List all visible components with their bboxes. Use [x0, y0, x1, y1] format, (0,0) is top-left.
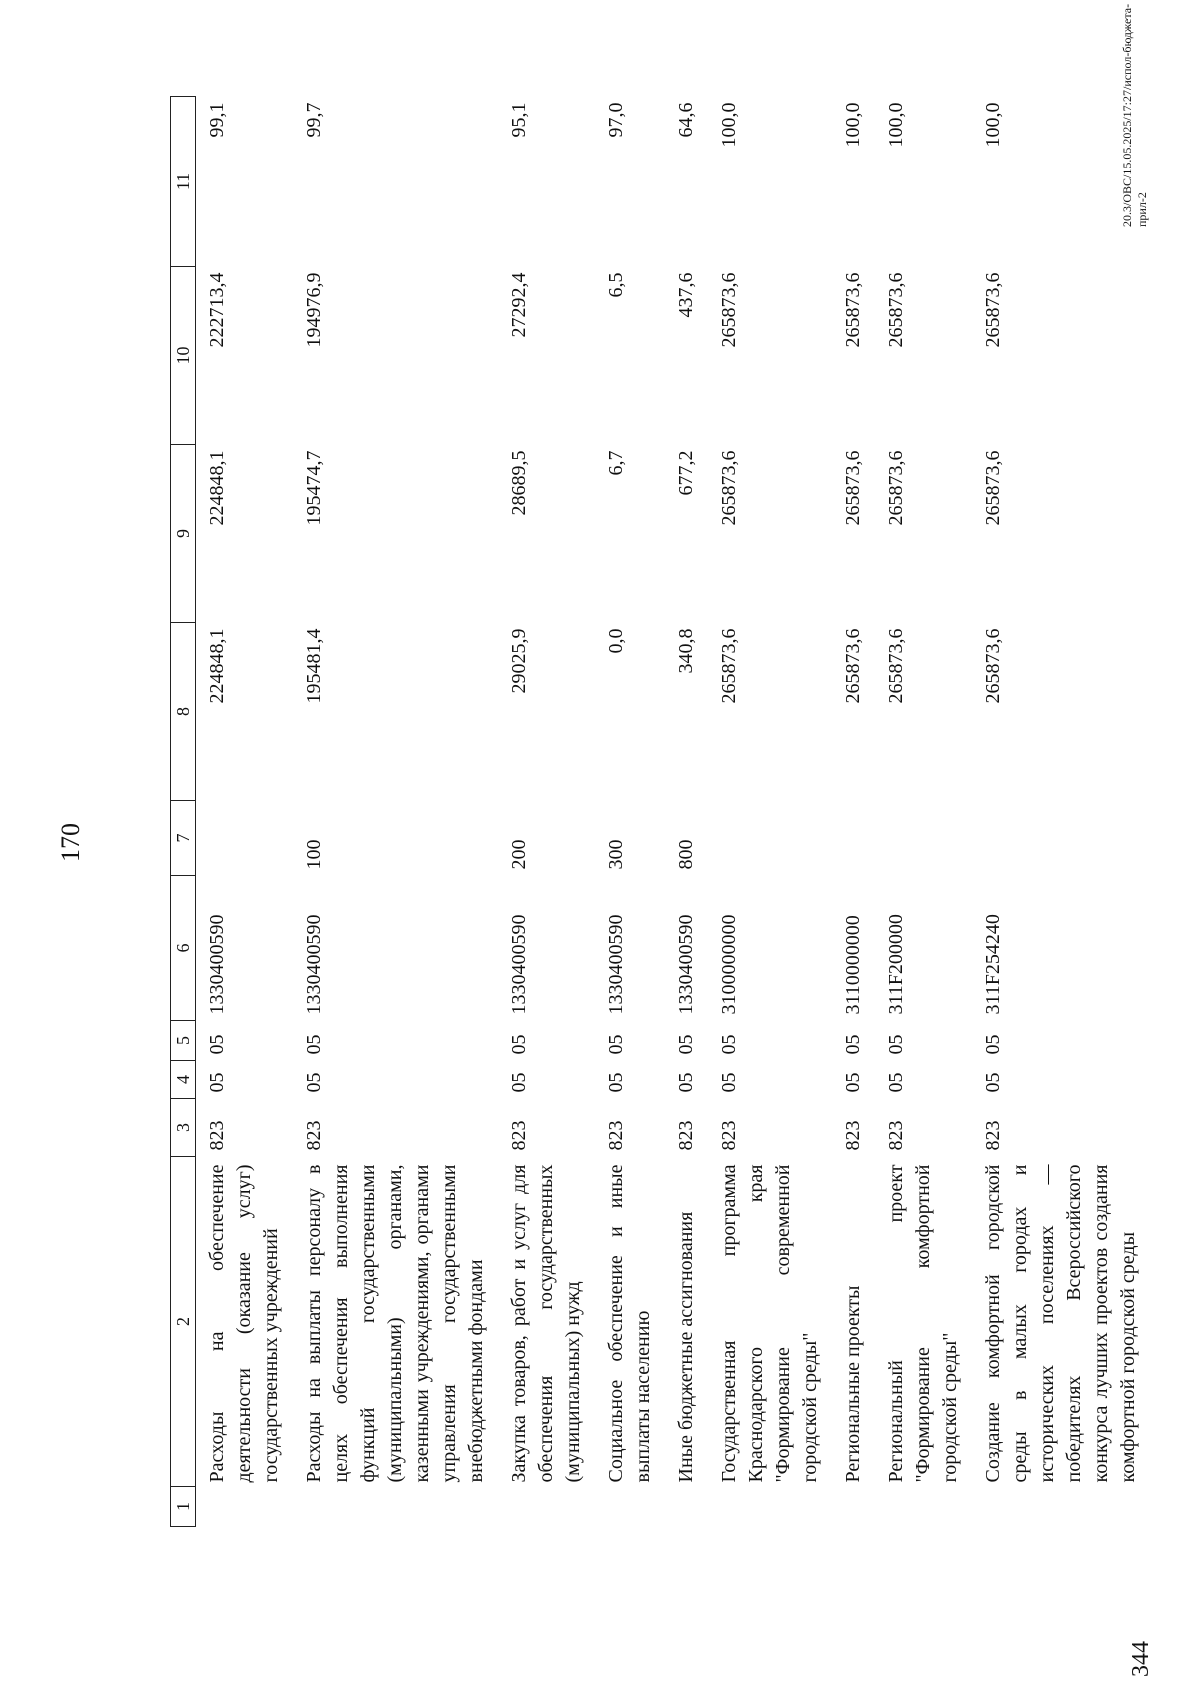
- cell-csr: 3100000000: [718, 914, 740, 1015]
- header-cell: 9: [171, 445, 196, 623]
- cell-rz: 05: [718, 1072, 740, 1093]
- cell-ved: 823: [508, 1120, 530, 1151]
- cell-rz: 05: [206, 1072, 228, 1093]
- cell-col8: 265873,6: [842, 628, 864, 704]
- cell-col9: 265873,6: [885, 450, 907, 526]
- table-row: [665, 97, 708, 1527]
- cell-vr: [832, 801, 875, 876]
- cell-ved: 823: [303, 1120, 325, 1151]
- cell-ved: 823: [206, 1120, 228, 1151]
- cell-col8: 265873,6: [885, 628, 907, 704]
- cell-ved: 823: [982, 1120, 1004, 1151]
- cell-csr: 3110000000: [842, 915, 864, 1015]
- cell-col9: 224848,1: [206, 450, 228, 526]
- table-row: [196, 97, 294, 1527]
- cell-col8: 265873,6: [982, 628, 1004, 704]
- cell-col10: 6,5: [605, 272, 627, 298]
- cell-col1: [293, 1487, 498, 1527]
- cell-col8: 0,0: [605, 628, 627, 654]
- cell-col1: [708, 1487, 832, 1527]
- cell-pr: 05: [303, 1034, 325, 1055]
- cell-name: Иные бюджетные ассигнования: [675, 1211, 697, 1483]
- cell-col9: 195474,7: [303, 450, 325, 526]
- cell-name: Социальное обеспечение и иные выплаты населению: [605, 1164, 654, 1483]
- cell-ved: 823: [842, 1120, 864, 1151]
- cell-col11: 99,1: [206, 102, 228, 138]
- cell-col9: 28689,5: [508, 450, 530, 516]
- table-row: [498, 97, 595, 1527]
- cell-vr: [708, 801, 832, 876]
- cell-col11: 100,0: [982, 102, 1004, 148]
- cell-col9: 677,2: [675, 450, 697, 496]
- header-cell: 8: [171, 623, 196, 801]
- cell-name: Государственная программа Краснодарского края "Формирование современной городской среды": [718, 1164, 821, 1483]
- table-row: [293, 97, 498, 1527]
- cell-col10: 265873,6: [885, 272, 907, 348]
- cell-col11: 95,1: [508, 102, 530, 138]
- cell-vr: 200: [508, 839, 530, 870]
- cell-col9: 265873,6: [718, 450, 740, 526]
- cell-col10: 265873,6: [718, 272, 740, 348]
- cell-vr: [875, 801, 972, 876]
- cell-vr: 800: [675, 839, 697, 870]
- cell-col8: 265873,6: [718, 628, 740, 704]
- cell-rz: 05: [842, 1072, 864, 1093]
- cell-name: Закупка товаров, работ и услуг для обеспечения государственных (муниципальных) нужд: [508, 1164, 584, 1483]
- cell-rz: 05: [508, 1072, 530, 1093]
- cell-pr: 05: [675, 1034, 697, 1055]
- cell-col11: 100,0: [718, 102, 740, 148]
- cell-vr: [972, 801, 1150, 876]
- cell-col10: 27292,4: [508, 272, 530, 338]
- cell-csr: 1330400590: [508, 914, 530, 1015]
- cell-col1: [972, 1487, 1150, 1527]
- cell-rz: 05: [605, 1072, 627, 1093]
- header-cell: 6: [171, 876, 196, 1021]
- cell-col10: 265873,6: [842, 272, 864, 348]
- cell-ved: 823: [605, 1120, 627, 1151]
- cell-col10: 265873,6: [982, 272, 1004, 348]
- budget-table: [170, 97, 1150, 1527]
- cell-csr: 311F200000: [885, 914, 907, 1015]
- cell-rz: 05: [303, 1072, 325, 1093]
- cell-csr: 1330400590: [675, 914, 697, 1015]
- header-cell: 10: [171, 267, 196, 445]
- cell-col11: 97,0: [605, 102, 627, 138]
- cell-col1: [665, 1487, 708, 1527]
- header-cell: 3: [171, 1099, 196, 1157]
- cell-csr: 311F254240: [982, 914, 1004, 1015]
- header-cell: 2: [171, 1157, 196, 1487]
- cell-col11: 64,6: [675, 102, 697, 138]
- cell-pr: 05: [842, 1034, 864, 1055]
- cell-vr: [196, 801, 294, 876]
- cell-col9: 265873,6: [842, 450, 864, 526]
- header-cell: 7: [171, 801, 196, 876]
- document-code: 20.3/ОВС/15.05.2025/17:27/испол-бюджета-прил-2: [1120, 3, 1149, 227]
- cell-col9: 265873,6: [982, 450, 1004, 526]
- table-row: [875, 97, 972, 1527]
- cell-name: Региональные проекты: [842, 1285, 864, 1483]
- cell-col11: 99,7: [303, 102, 325, 138]
- cell-col8: 340,8: [675, 628, 697, 674]
- cell-csr: 1330400590: [303, 914, 325, 1015]
- cell-csr: 1330400590: [605, 914, 627, 1015]
- cell-csr: 1330400590: [206, 914, 228, 1015]
- cell-col10: 437,6: [675, 272, 697, 318]
- cell-col8: 195481,4: [303, 628, 325, 704]
- table-row: [595, 97, 665, 1527]
- cell-col11: 100,0: [885, 102, 907, 148]
- cell-pr: 05: [982, 1034, 1004, 1055]
- page-number: 170: [56, 823, 85, 862]
- header-cell: 5: [171, 1021, 196, 1061]
- cell-rz: 05: [675, 1072, 697, 1093]
- header-cell: 11: [171, 97, 196, 267]
- table-row: [708, 97, 832, 1527]
- cell-col10: 222713,4: [206, 272, 228, 348]
- sheet-number: 344: [1128, 1641, 1154, 1677]
- cell-vr: 300: [605, 839, 627, 870]
- header-cell: 1: [171, 1487, 196, 1527]
- cell-pr: 05: [885, 1034, 907, 1055]
- cell-pr: 05: [206, 1034, 228, 1055]
- cell-ved: 823: [718, 1120, 740, 1151]
- cell-col1: [875, 1487, 972, 1527]
- cell-vr: 100: [303, 839, 325, 870]
- cell-col8: 29025,9: [508, 628, 530, 694]
- cell-col1: [498, 1487, 595, 1527]
- cell-col1: [196, 1487, 294, 1527]
- header-row: [171, 97, 196, 1527]
- cell-name: Создание комфортной городской среды в малых городах и исторических поселениях — победителях Всероссийского конкурса лучших проектов создания комфортной городской среды: [982, 1164, 1139, 1483]
- cell-col9: 6,7: [605, 450, 627, 476]
- budget-table-grid: [170, 96, 1150, 1527]
- cell-ved: 823: [675, 1120, 697, 1151]
- cell-col1: [595, 1487, 665, 1527]
- cell-rz: 05: [885, 1072, 907, 1093]
- cell-ved: 823: [885, 1120, 907, 1151]
- cell-name: Региональный проект "Формирование комфортной городской среды": [885, 1164, 961, 1483]
- cell-col1: [832, 1487, 875, 1527]
- cell-pr: 05: [508, 1034, 530, 1055]
- header-cell: 4: [171, 1061, 196, 1099]
- table-row: [832, 97, 875, 1527]
- cell-pr: 05: [718, 1034, 740, 1055]
- cell-pr: 05: [605, 1034, 627, 1055]
- table-row: [972, 97, 1150, 1527]
- cell-name: Расходы на обеспечение деятельности (оказание услуг) государственных учреждений: [206, 1164, 282, 1483]
- cell-col10: 194976,9: [303, 272, 325, 348]
- cell-col8: 224848,1: [206, 628, 228, 704]
- cell-name: Расходы на выплаты персоналу в целях обеспечения выполнения функций государственными (муниципальными) органами, казенными учреждениями, органами управления государственными внебюджетными фондами: [303, 1164, 487, 1483]
- cell-col11: 100,0: [842, 102, 864, 148]
- cell-rz: 05: [982, 1072, 1004, 1093]
